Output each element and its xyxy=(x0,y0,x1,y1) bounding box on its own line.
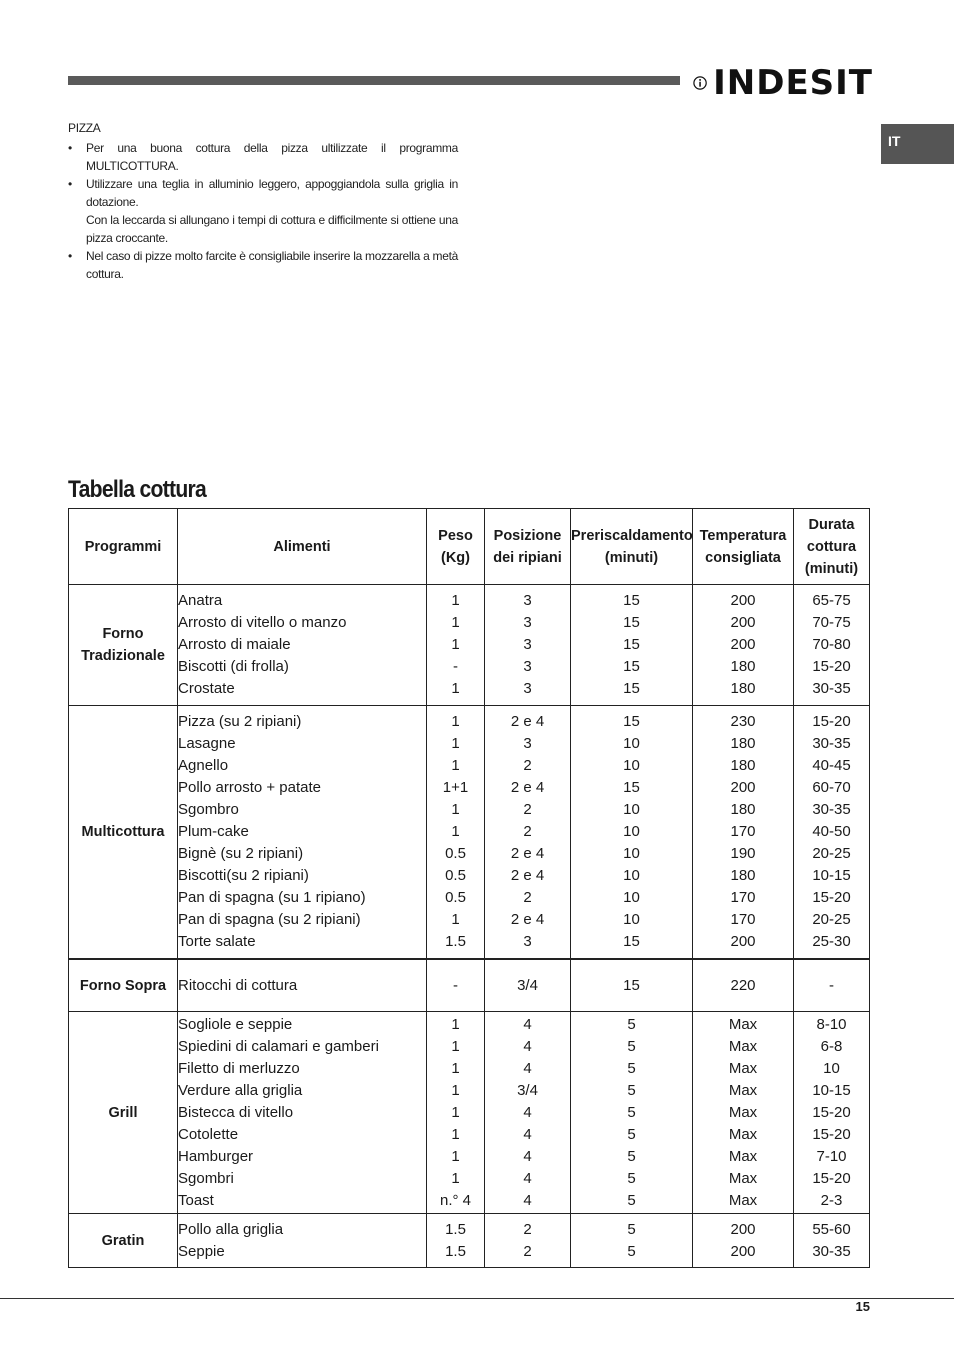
peso-value: 1 xyxy=(451,614,460,631)
cell-temperatura xyxy=(693,1214,794,1268)
durata-value: 10-15 xyxy=(812,867,851,884)
alimenti-value: Pollo alla griglia xyxy=(178,1220,284,1238)
programma-value: Grill xyxy=(108,1104,138,1121)
preriscaldamento-value: 10 xyxy=(623,845,640,862)
alimenti-value: Biscotti(su 2 ripiani) xyxy=(178,867,309,884)
peso-value: 1 xyxy=(451,1037,460,1055)
header-rule xyxy=(68,76,680,85)
programma-value: Forno Sopra xyxy=(79,977,167,994)
temperatura-value: Max xyxy=(728,1015,758,1033)
durata-value: 8-10 xyxy=(816,1015,847,1033)
temperatura-value: Max xyxy=(728,1103,758,1121)
col-header-posizione: Posizione dei ripiani xyxy=(485,509,571,585)
list-item: • Utilizzare una teglia in alluminio leggero, appoggiandola sulla griglia in dotazione. Con la leccarda si allungano i tempi di cottura e difficilmente si ottiene una pizza croccante. xyxy=(68,175,458,247)
table-title: Tabella cottura xyxy=(68,476,207,503)
temperatura-value: Max xyxy=(728,1081,758,1099)
preriscaldamento-value: 10 xyxy=(623,911,640,928)
durata-value: 15-20 xyxy=(812,1169,851,1187)
cell-peso xyxy=(427,1214,485,1268)
posizione-value: 3 xyxy=(523,933,532,950)
cell-posizione xyxy=(485,1214,571,1268)
durata-value: 65-75 xyxy=(812,592,851,609)
preriscaldamento-value: 5 xyxy=(627,1015,636,1033)
peso-value: 1 xyxy=(451,1103,460,1121)
col-header-durata: Durata cottura (minuti) xyxy=(794,509,870,585)
alimenti-value: Ritocchi di cottura xyxy=(178,976,298,994)
posizione-value: 2 e 4 xyxy=(510,867,545,884)
peso-value: 0.5 xyxy=(445,889,466,906)
cell-preriscaldamento xyxy=(571,706,693,960)
preriscaldamento-value: 5 xyxy=(627,1147,636,1165)
temperatura-value: Max xyxy=(728,1037,758,1055)
posizione-value: 2 xyxy=(523,823,532,840)
temperatura-value: Max xyxy=(728,1191,758,1209)
temperatura-value: 180 xyxy=(730,757,756,774)
preriscaldamento-value: 15 xyxy=(623,976,640,994)
posizione-value: 2 e 4 xyxy=(510,713,545,730)
posizione-value: 2 e 4 xyxy=(510,779,545,796)
temperatura-value: 180 xyxy=(730,735,756,752)
cell-temperatura xyxy=(693,706,794,960)
temperatura-value: Max xyxy=(728,1059,758,1077)
temperatura-value: 200 xyxy=(730,779,756,796)
peso-value: 1 xyxy=(451,1169,460,1187)
posizione-value: 3/4 xyxy=(517,1081,538,1099)
durata-value: 15-20 xyxy=(812,1125,851,1143)
cell-durata xyxy=(794,1214,870,1268)
alimenti-value: Arrosto di maiale xyxy=(178,636,291,653)
temperatura-value: 190 xyxy=(730,845,756,862)
alimenti-value: Sgombri xyxy=(178,1169,234,1187)
cell-preriscaldamento xyxy=(571,1012,693,1214)
preriscaldamento-value: 10 xyxy=(623,889,640,906)
alimenti-value: Pan di spagna (su 1 ripiano) xyxy=(178,889,366,906)
alimenti-value: Bignè (su 2 ripiani) xyxy=(178,845,304,862)
posizione-value: 3 xyxy=(523,614,532,631)
alimenti-value: Plum-cake xyxy=(178,823,249,840)
cell-posizione xyxy=(485,585,571,706)
preriscaldamento-value: 10 xyxy=(623,735,640,752)
preriscaldamento-value: 10 xyxy=(623,801,640,818)
posizione-value: 2 e 4 xyxy=(510,845,545,862)
cell-alimenti xyxy=(178,585,427,706)
preriscaldamento-value: 5 xyxy=(627,1242,636,1260)
temperatura-value: 180 xyxy=(730,867,756,884)
durata-value: 70-75 xyxy=(812,614,851,631)
programma-value: Multicottura xyxy=(81,824,165,840)
cell-programma xyxy=(69,1012,178,1214)
temperatura-value: 230 xyxy=(730,713,756,730)
temperatura-value: 180 xyxy=(730,658,756,675)
language-tab: IT xyxy=(881,124,954,164)
alimenti-value: Pan di spagna (su 2 ripiani) xyxy=(178,911,361,928)
durata-value: 15-20 xyxy=(812,713,851,730)
posizione-value: 4 xyxy=(523,1169,532,1187)
section-heading: PIZZA xyxy=(68,121,101,135)
temperatura-value: 200 xyxy=(730,636,756,653)
peso-value: 1 xyxy=(451,823,460,840)
preriscaldamento-value: 15 xyxy=(623,658,640,675)
alimenti-value: Seppie xyxy=(178,1242,225,1260)
posizione-value: 3 xyxy=(523,636,532,653)
alimenti-value: Biscotti (di frolla) xyxy=(178,658,289,675)
peso-value: 1 xyxy=(451,911,460,928)
posizione-value: 4 xyxy=(523,1125,532,1143)
col-header-programmi: Programmi xyxy=(69,509,178,585)
durata-value: 70-80 xyxy=(812,636,851,653)
cell-durata xyxy=(794,1012,870,1214)
peso-value: 0.5 xyxy=(445,845,466,862)
cell-temperatura xyxy=(693,585,794,706)
peso-value: 1+1 xyxy=(442,779,469,796)
peso-value: 1 xyxy=(451,1059,460,1077)
alimenti-value: Agnello xyxy=(178,757,229,774)
durata-value: 10 xyxy=(823,1059,840,1077)
temperatura-value: Max xyxy=(728,1125,758,1143)
durata-value: 15-20 xyxy=(812,889,851,906)
temperatura-value: 220 xyxy=(730,976,756,994)
durata-value: 25-30 xyxy=(812,933,851,950)
programma-value: Gratin xyxy=(101,1232,145,1249)
temperatura-value: 180 xyxy=(730,680,756,697)
temperatura-value: 170 xyxy=(730,823,756,840)
cell-temperatura xyxy=(693,1012,794,1214)
durata-value: 15-20 xyxy=(812,658,851,675)
preriscaldamento-value: 10 xyxy=(623,867,640,884)
peso-value: 1.5 xyxy=(445,1220,466,1238)
preriscaldamento-value: 5 xyxy=(627,1037,636,1055)
col-header-preriscaldamento: Preriscaldamento (minuti) xyxy=(571,509,693,585)
alimenti-value: Sgombro xyxy=(178,801,239,818)
durata-value: 2-3 xyxy=(820,1191,843,1209)
posizione-value: 2 xyxy=(523,801,532,818)
cell-preriscaldamento xyxy=(571,585,693,706)
cell-alimenti xyxy=(178,1012,427,1214)
peso-value: 1 xyxy=(451,735,460,752)
posizione-value: 3 xyxy=(523,680,532,697)
posizione-value: 2 xyxy=(523,889,532,906)
table-row-group xyxy=(69,1214,870,1268)
alimenti-value: Cotolette xyxy=(178,1125,239,1143)
cell-posizione xyxy=(485,706,571,960)
peso-value: 1.5 xyxy=(445,933,466,950)
temperatura-value: 170 xyxy=(730,889,756,906)
preriscaldamento-value: 5 xyxy=(627,1191,636,1209)
peso-value: 1 xyxy=(451,1147,460,1165)
cell-durata xyxy=(794,585,870,706)
cell-programma xyxy=(69,706,178,960)
posizione-value: 3 xyxy=(523,658,532,675)
peso-value: 1 xyxy=(451,1081,460,1099)
alimenti-value: Toast xyxy=(178,1191,214,1209)
posizione-value: 2 xyxy=(523,1220,532,1238)
alimenti-value: Crostate xyxy=(178,680,235,697)
preriscaldamento-value: 15 xyxy=(623,933,640,950)
preriscaldamento-value: 5 xyxy=(627,1220,636,1238)
posizione-value: 3/4 xyxy=(517,976,538,994)
cell-peso xyxy=(427,585,485,706)
cell-durata xyxy=(794,706,870,960)
table-header-row xyxy=(69,509,870,585)
cell-peso xyxy=(427,959,485,1012)
preriscaldamento-value: 5 xyxy=(627,1081,636,1099)
alimenti-value: Sogliole e seppie xyxy=(178,1015,293,1033)
cell-preriscaldamento xyxy=(571,1214,693,1268)
cell-posizione xyxy=(485,1012,571,1214)
posizione-value: 2 e 4 xyxy=(510,911,545,928)
posizione-value: 4 xyxy=(523,1147,532,1165)
preriscaldamento-value: 15 xyxy=(623,592,640,609)
posizione-value: 4 xyxy=(523,1015,532,1033)
peso-value: - xyxy=(453,658,458,675)
alimenti-value: Verdure alla griglia xyxy=(178,1081,303,1099)
posizione-value: 4 xyxy=(523,1103,532,1121)
alimenti-value: Spiedini di calamari e gamberi xyxy=(178,1037,379,1055)
alimenti-value: Arrosto di vitello o manzo xyxy=(178,614,347,631)
preriscaldamento-value: 10 xyxy=(623,823,640,840)
list-item: • Nel caso di pizze molto farcite è consigliabile inserire la mozzarella a metà cottura. xyxy=(68,247,458,283)
temperatura-value: 200 xyxy=(730,592,756,609)
posizione-value: 3 xyxy=(523,735,532,752)
programma-value: Forno xyxy=(102,626,144,642)
list-item-note: Con la leccarda si allungano i tempi di cottura e difficilmente si ottiene una pizza croccante. xyxy=(86,213,458,245)
alimenti-value: Lasagne xyxy=(178,735,236,752)
durata-value: 55-60 xyxy=(812,1220,851,1238)
peso-value: 1 xyxy=(451,801,460,818)
peso-value: 1 xyxy=(451,636,460,653)
table-row-group xyxy=(69,706,870,960)
alimenti-value: Anatra xyxy=(178,592,223,609)
durata-value: 30-35 xyxy=(812,735,851,752)
cell-alimenti xyxy=(178,706,427,960)
posizione-value: 2 xyxy=(523,1242,532,1260)
preriscaldamento-value: 15 xyxy=(623,779,640,796)
durata-value: 20-25 xyxy=(812,911,851,928)
table-row-group xyxy=(69,959,870,1012)
temperatura-value: 170 xyxy=(730,911,756,928)
preriscaldamento-value: 15 xyxy=(623,636,640,653)
temperatura-value: 200 xyxy=(730,1242,756,1260)
preriscaldamento-value: 15 xyxy=(623,680,640,697)
durata-value: 30-35 xyxy=(812,680,851,697)
peso-value: 1 xyxy=(451,592,460,609)
cell-programma xyxy=(69,1214,178,1268)
programma-value: Tradizionale xyxy=(81,648,165,664)
durata-value: 30-35 xyxy=(812,801,851,818)
preriscaldamento-value: 5 xyxy=(627,1169,636,1187)
peso-value: 0.5 xyxy=(445,867,466,884)
peso-value: 1 xyxy=(451,680,460,697)
table-row-group xyxy=(69,1012,870,1214)
posizione-value: 4 xyxy=(523,1191,532,1209)
cell-peso xyxy=(427,706,485,960)
peso-value: 1 xyxy=(451,1125,460,1143)
preriscaldamento-value: 5 xyxy=(627,1059,636,1077)
peso-value: 1 xyxy=(451,713,460,730)
preriscaldamento-value: 5 xyxy=(627,1125,636,1143)
col-header-temperatura: Temperatura consigliata xyxy=(693,509,794,585)
cell-alimenti xyxy=(178,1214,427,1268)
cell-programma xyxy=(69,585,178,706)
bullet-list xyxy=(68,139,458,283)
posizione-value: 4 xyxy=(523,1059,532,1077)
col-header-peso: Peso (Kg) xyxy=(427,509,485,585)
durata-value: 6-8 xyxy=(820,1037,843,1055)
temperatura-value: 200 xyxy=(730,1220,756,1238)
posizione-value: 2 xyxy=(523,757,532,774)
table-row-group xyxy=(69,585,870,706)
brand-name: INDESIT xyxy=(713,63,873,103)
peso-value: 1 xyxy=(451,1015,460,1033)
durata-value: 15-20 xyxy=(812,1103,851,1121)
indesit-i-logo-icon xyxy=(693,59,707,107)
cell-posizione xyxy=(485,959,571,1012)
preriscaldamento-value: 5 xyxy=(627,1103,636,1121)
durata-value: 10-15 xyxy=(812,1081,851,1099)
preriscaldamento-value: 15 xyxy=(623,614,640,631)
durata-value: 7-10 xyxy=(816,1147,847,1165)
cell-temperatura xyxy=(693,959,794,1012)
cell-programma xyxy=(69,959,178,1012)
list-item: • Per una buona cottura della pizza ultilizzate il programma MULTICOTTURA. xyxy=(68,139,458,175)
alimenti-value: Pollo arrosto + patate xyxy=(178,779,322,796)
cell-preriscaldamento xyxy=(571,959,693,1012)
alimenti-value: Hamburger xyxy=(178,1147,254,1165)
page-number: 15 xyxy=(855,1299,870,1314)
temperatura-value: Max xyxy=(728,1147,758,1165)
temperatura-value: 200 xyxy=(730,933,756,950)
temperatura-value: 200 xyxy=(730,614,756,631)
peso-value: 1 xyxy=(451,757,460,774)
preriscaldamento-value: 10 xyxy=(623,757,640,774)
cell-durata xyxy=(794,959,870,1012)
alimenti-value: Torte salate xyxy=(178,933,256,950)
col-header-alimenti: Alimenti xyxy=(178,509,427,585)
alimenti-value: Filetto di merluzzo xyxy=(178,1059,300,1077)
preriscaldamento-value: 15 xyxy=(623,713,640,730)
durata-value: 40-45 xyxy=(812,757,851,774)
peso-value: - xyxy=(453,976,458,994)
cell-peso xyxy=(427,1012,485,1214)
durata-value: 60-70 xyxy=(812,779,851,796)
brand-logo xyxy=(693,58,873,108)
durata-value: 20-25 xyxy=(812,845,851,862)
alimenti-value: Bistecca di vitello xyxy=(178,1103,294,1121)
peso-value: n.° 4 xyxy=(439,1191,472,1209)
pizza-notes xyxy=(68,119,458,283)
temperatura-value: 180 xyxy=(730,801,756,818)
durata-value: 30-35 xyxy=(812,1242,851,1260)
alimenti-value: Pizza (su 2 ripiani) xyxy=(178,713,302,730)
peso-value: 1.5 xyxy=(445,1242,466,1260)
durata-value: 40-50 xyxy=(812,823,851,840)
posizione-value: 3 xyxy=(523,592,532,609)
posizione-value: 4 xyxy=(523,1037,532,1055)
cell-alimenti xyxy=(178,959,427,1012)
temperatura-value: Max xyxy=(728,1169,758,1187)
cooking-table xyxy=(68,508,870,1268)
footer-rule xyxy=(0,1298,954,1299)
durata-value: - xyxy=(829,976,834,994)
